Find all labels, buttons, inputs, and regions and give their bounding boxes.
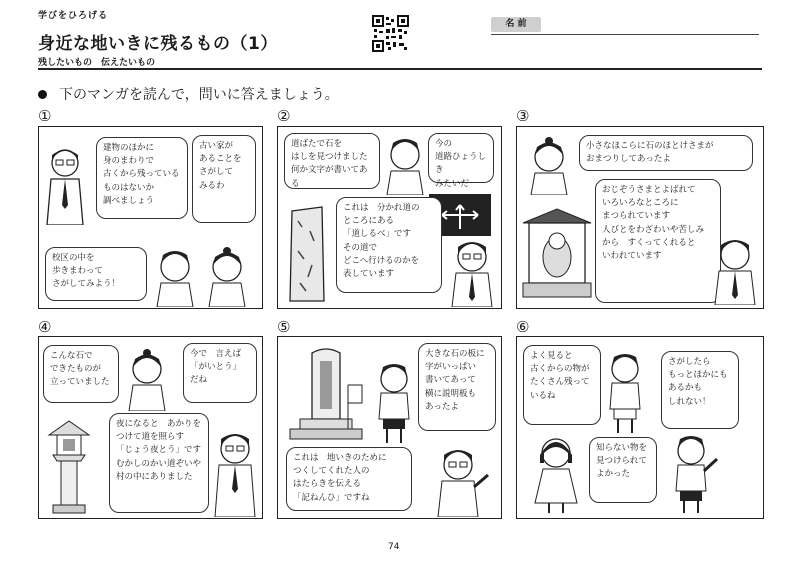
panel-number-6: ⑥ bbox=[516, 318, 530, 336]
panel-number-2: ② bbox=[277, 107, 291, 125]
comic-panel-1 bbox=[38, 126, 263, 309]
panel-number-3: ③ bbox=[516, 107, 530, 125]
girl-figure-icon bbox=[527, 133, 571, 195]
speech-bubble-6b: さがしたら もっとほかにも あるかも しれない！ bbox=[661, 351, 739, 429]
comic-panel-6 bbox=[516, 336, 764, 519]
series-label: 学びをひろげる bbox=[38, 11, 109, 21]
panel-number-5: ⑤ bbox=[277, 318, 291, 336]
stone-lantern-icon bbox=[45, 417, 93, 515]
boy-figure-icon bbox=[383, 133, 427, 195]
shrine-jizo-icon bbox=[521, 207, 593, 299]
memorial-stone-icon bbox=[286, 345, 366, 441]
speech-bubble-3a: 小さなほこらに石のほとけさまが おまつりしてあったよ bbox=[579, 135, 753, 171]
comic-panel-5 bbox=[277, 336, 502, 519]
qr-code-icon bbox=[372, 15, 409, 52]
girl-figure-icon bbox=[125, 345, 169, 411]
speech-bubble-1c: 校区の中を 歩きまわって さがしてみよう！ bbox=[45, 247, 147, 301]
speech-bubble-4b: 今で 言えば 「がいとう」 だね bbox=[183, 343, 257, 403]
comic-panel-3 bbox=[516, 126, 764, 309]
speech-bubble-3b: おじぞうさまとよばれて いろいろなところに まつられています 人びとをわざわいや苦しみ から すくってくれると いわれています bbox=[595, 179, 721, 303]
page-title: 身近な地いきに残るもの（1） bbox=[38, 34, 278, 54]
girl-figure-icon bbox=[531, 433, 581, 515]
speech-bubble-4a: こんな石で できたものが 立っていました bbox=[43, 345, 119, 403]
teacher-figure-icon bbox=[43, 145, 87, 225]
comic-panel-4 bbox=[38, 336, 263, 519]
bullet-icon bbox=[38, 90, 47, 99]
header-divider bbox=[38, 68, 762, 70]
boy-figure-icon bbox=[374, 361, 414, 445]
teacher-figure-icon bbox=[442, 237, 498, 307]
instruction-text: 下のマンガを読んで，問いに答えましょう。 bbox=[59, 87, 339, 103]
children-figures-icon bbox=[147, 243, 257, 307]
speech-bubble-6c: 知らない物を 見つけられて よかった bbox=[589, 437, 657, 503]
instruction bbox=[38, 84, 339, 104]
boy-figure-icon bbox=[603, 351, 647, 435]
speech-bubble-5b: これは 地いきのために つくしてくれた人の はたらきを伝える 「記ねんひ」ですね bbox=[286, 447, 412, 511]
stone-marker-icon bbox=[286, 201, 328, 305]
teacher-figure-icon bbox=[707, 235, 761, 305]
speech-bubble-2c: これは 分かれ道の ところにある 「道しるべ」です その道で どこへ行けるのかを 表しています bbox=[336, 197, 442, 293]
page-number: 74 bbox=[388, 542, 400, 552]
speech-bubble-2b: 今の 道路ひょうしき みたいだ bbox=[428, 133, 494, 183]
speech-bubble-4c: 夜になると あかりを つけて道を照らす 「じょう夜とう」です むかしのかい道ぞいや 村の中にありました bbox=[109, 413, 209, 513]
boy-figure-icon bbox=[665, 433, 721, 515]
name-label: 名 前 bbox=[491, 17, 541, 32]
page-subtitle: 残したいもの 伝えたいもの bbox=[38, 58, 156, 68]
teacher-figure-icon bbox=[428, 445, 494, 517]
panel-number-4: ④ bbox=[38, 318, 52, 336]
speech-bubble-1a: 建物のほかに 身のまわりで 古くから残っている ものはないか 調べましょう bbox=[96, 137, 188, 219]
speech-bubble-2a: 道ばたで石を はしを見つけました 何か文字が書いてある bbox=[284, 133, 380, 189]
teacher-figure-icon bbox=[209, 429, 261, 517]
speech-bubble-1b: 古い家が あることを さがして みるわ bbox=[192, 135, 256, 223]
comic-panel-2 bbox=[277, 126, 502, 309]
panel-number-1: ① bbox=[38, 107, 52, 125]
speech-bubble-6a: よく見ると 古くからの物が たくさん残って いるね bbox=[523, 345, 601, 425]
speech-bubble-5a: 大きな石の板に 字がいっぱい 書いてあって 横に説明板も あったよ bbox=[418, 343, 496, 431]
